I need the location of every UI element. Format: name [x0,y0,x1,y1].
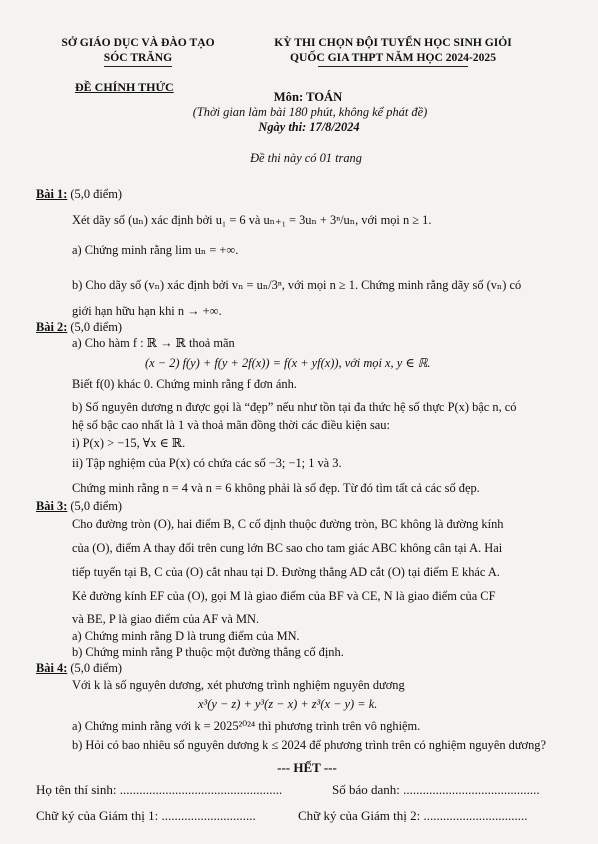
problem-1-part-b-line1: b) Cho dãy số (vₙ) xác định bởi vₙ = uₙ/3ⁿ, với mọi n ≥ 1. Chứng minh rằng dãy số (vₙ) có [72,278,522,292]
exam-subtitle: QUỐC GIA THPT NĂM HỌC 2024-2025 [289,51,496,64]
problem-3-part-a: a) Chứng minh rằng D là trung điểm của MN. [72,629,300,643]
exam-title: KỲ THI CHỌN ĐỘI TUYỂN HỌC SINH GIỎI [274,36,512,49]
province-name: SÓC TRĂNG [103,51,173,64]
page-count: Đề thi này có 01 trang [250,151,362,165]
problem-1-part-b-line2: giới hạn hữu hạn khi n → +∞. [72,304,222,318]
problem-3-heading [36,499,122,515]
time-note: (Thời gian làm bài 180 phút, không kể phát đề) [192,105,428,119]
problem-2-part-a: a) Cho hàm f : ℝ → ℝ thoả mãn [72,336,235,350]
problem-1-points: (5,0 điểm) [67,187,123,201]
problem-2-points: (5,0 điểm) [67,320,123,334]
candidate-name-field: Họ tên thí sinh: .................................................. [36,782,283,797]
problem-4-statement: Với k là số nguyên dương, xét phương trình nghiệm nguyên dương [72,678,405,692]
problem-3-line4: Kẻ đường kính EF của (O), gọi M là giao điểm của BF và CE, N là giao điểm của CF [72,589,496,603]
problem-2-part-a-task: Biết f(0) khác 0. Chứng minh rằng f đơn ánh. [72,377,297,391]
problem-4-title: Bài 4: [36,661,68,675]
problem-4-part-a: a) Chứng minh rằng với k = 2025²⁰²⁴ thì phương trình trên vô nghiệm. [72,719,421,733]
problem-4-points: (5,0 điểm) [67,661,123,675]
problem-3-line3: tiếp tuyến tại B, C của (O) cắt nhau tại D. Đường thẳng AD cắt (O) tại điểm E khác A. [72,565,500,579]
problem-2-title: Bài 2: [36,320,68,334]
candidate-number-field: Số báo danh: .......................................... [332,782,540,797]
problem-2-equation: (x − 2) f(y) + f(y + 2f(x)) = f(x + yf(x)), với mọi x, y ∈ ℝ. [145,356,431,370]
problem-2-part-b-task: Chứng minh rằng n = 4 và n = 6 không phải là số đẹp. Từ đó tìm tất cả các số đẹp. [72,481,480,495]
problem-3-part-b: b) Chứng minh rằng P thuộc một đường thẳng cố định. [72,645,344,659]
problem-2-heading [36,320,122,336]
exam-subtitle-underline [318,66,468,67]
supervisor-2-signature-field: Chữ ký của Giám thị 2: ................................ [298,808,528,823]
problem-1-part-a: a) Chứng minh rằng lim uₙ = +∞. [72,243,239,257]
dept-name: SỞ GIÁO DỤC VÀ ĐÀO TẠO [61,36,215,49]
problem-2-part-b-line1: b) Số nguyên dương n được gọi là “đẹp” nếu như tồn tại đa thức hệ số thực P(x) bậc n, có [72,400,517,414]
exam-date: Ngày thi: 17/8/2024 [258,120,360,134]
problem-3-points: (5,0 điểm) [67,499,123,513]
official-label: ĐỀ CHÍNH THỨC [75,80,174,94]
problem-2-part-b-line2: hệ số bậc cao nhất là 1 và thoả mãn đồng thời các điều kiện sau: [72,418,390,432]
problem-3-title: Bài 3: [36,499,68,513]
problem-1-title: Bài 1: [36,187,68,201]
supervisor-1-signature-field: Chữ ký của Giám thị 1: ............................. [36,808,256,823]
problem-4-heading [36,661,122,677]
problem-3-line2: của (O), điểm A thay đổi trên cung lớn BC sao cho tam giác ABC không cân tại A. Hai [72,541,503,555]
end-marker: --- HẾT --- [277,760,337,775]
problem-3-line1: Cho đường tròn (O), hai điểm B, C cố định thuộc đường tròn, BC không là đường kính [72,517,504,531]
problem-1-heading [36,187,122,203]
problem-4-equation: x³(y − z) + y³(z − x) + z³(x − y) = k. [198,697,378,711]
problem-2-condition-ii: ii) Tập nghiệm của P(x) có chứa các số −3; −1; 1 và 3. [72,456,342,470]
problem-2-condition-i: i) P(x) > −15, ∀x ∈ ℝ. [72,436,186,450]
problem-4-part-b: b) Hỏi có bao nhiêu số nguyên dương k ≤ 2024 để phương trình trên có nghiệm nguyên dương? [72,738,547,752]
subject: Môn: TOÁN [273,90,343,104]
problem-3-line5: và BE, P là giao điểm của AF và MN. [72,612,260,626]
problem-1-statement: Xét dãy số (uₙ) xác định bởi u₁ = 6 và uₙ₊₁ = 3uₙ + 3ⁿ/uₙ, với mọi n ≥ 1. [72,213,432,227]
province-underline [104,66,172,67]
